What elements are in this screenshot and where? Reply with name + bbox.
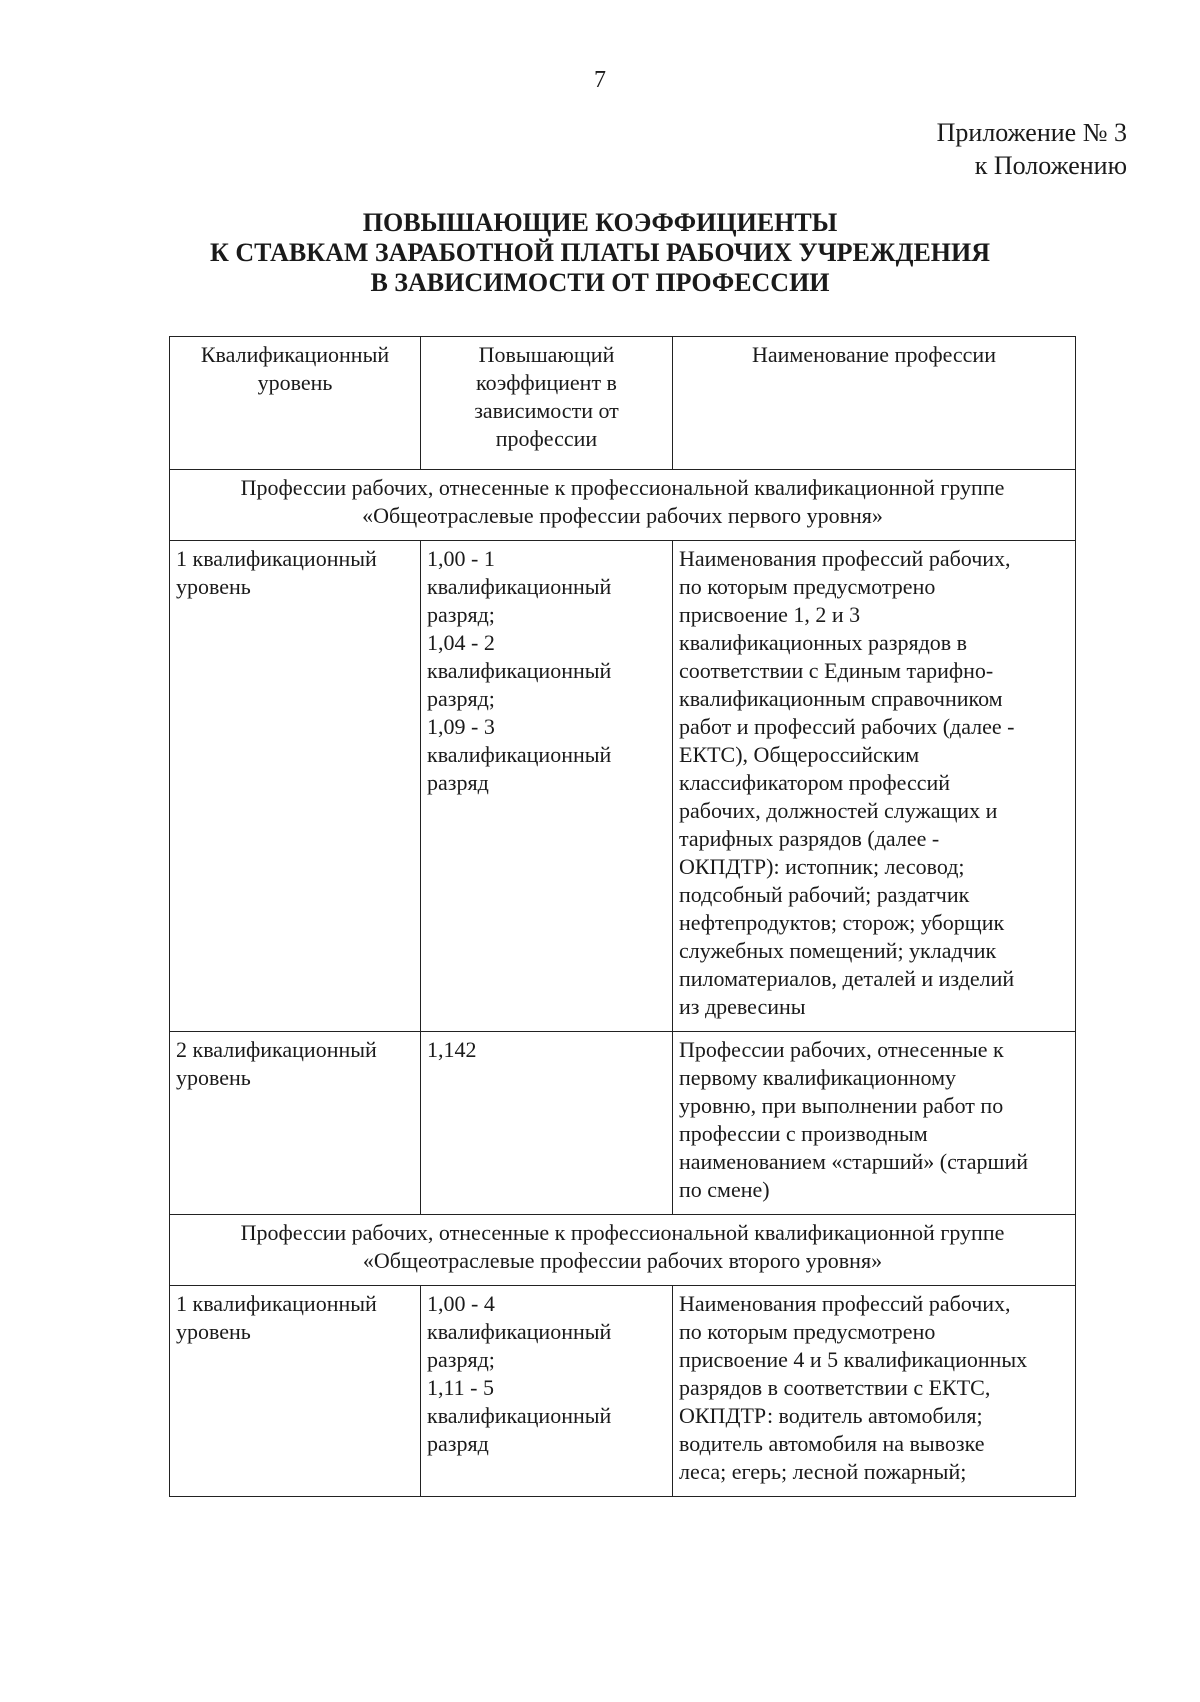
appendix-line: к Положению (974, 151, 1127, 180)
cell-profession-name: Профессии рабочих, отнесенные к первому квалификационному уровню, при выполнении работ по профессии с производным наименованием «старший» (старший по смене) (673, 1032, 1076, 1215)
table-header-row (170, 337, 1076, 470)
title-line: ПОВЫШАЮЩИЕ КОЭФФИЦИЕНТЫ (362, 208, 838, 237)
table-row (170, 541, 1076, 1032)
cell-level: 1 квалификационный уровень (170, 1286, 421, 1497)
cell-coefficient: 1,00 - 4 квалификационный разряд; 1,11 - 5 квалификационный разряд (421, 1286, 673, 1497)
header-coefficient: Повышающий коэффициент в зависимости от профессии (421, 337, 673, 470)
group-row-second-level (170, 1215, 1076, 1286)
cell-coefficient: 1,142 (421, 1032, 673, 1215)
header-level: Квалификационный уровень (170, 337, 421, 470)
appendix-line: Приложение № 3 (936, 118, 1127, 147)
group-heading: Профессии рабочих, отнесенные к профессиональной квалификационной группе «Общеотраслевые профессии рабочих первого уровня» (170, 470, 1076, 541)
coefficients-table (169, 336, 1076, 1497)
table-row (170, 1286, 1076, 1497)
cell-profession-name: Наименования профессий рабочих, по которым предусмотрено присвоение 4 и 5 квалификационных разрядов в соответствии с ЕКТС, ОКПДТР: водитель автомобиля; водитель автомобиля на вывозке леса; егерь; лесной пожарный; (673, 1286, 1076, 1497)
cell-profession-name: Наименования профессий рабочих, по которым предусмотрено присвоение 1, 2 и 3 квалификационных разрядов в соответствии с Единым тарифно- квалификационным справочником работ и профессий рабочих (далее - ЕКТС), Общероссийским классификатором профессий рабочих, должностей служащих и тарифных разрядов (далее - ОКПДТР): истопник; лесовод; подсобный рабочий; раздатчик нефтепродуктов; сторож; уборщик служебных помещений; укладчик пиломатериалов, деталей и изделий из древесины (673, 541, 1076, 1032)
title-line: К СТАВКАМ ЗАРАБОТНОЙ ПЛАТЫ РАБОЧИХ УЧРЕЖДЕНИЯ (209, 238, 991, 267)
appendix-reference (937, 116, 1127, 182)
title-line: В ЗАВИСИМОСТИ ОТ ПРОФЕССИИ (370, 268, 830, 297)
group-heading: Профессии рабочих, отнесенные к профессиональной квалификационной группе «Общеотраслевые профессии рабочих второго уровня» (170, 1215, 1076, 1286)
table-row (170, 1032, 1076, 1215)
cell-level: 1 квалификационный уровень (170, 541, 421, 1032)
header-profession-name: Наименование профессии (673, 337, 1076, 470)
document-title (0, 208, 1200, 298)
page-number: 7 (594, 67, 606, 93)
cell-level: 2 квалификационный уровень (170, 1032, 421, 1215)
cell-coefficient: 1,00 - 1 квалификационный разряд; 1,04 - 2 квалификационный разряд; 1,09 - 3 квалификационный разряд (421, 541, 673, 1032)
group-row-first-level (170, 470, 1076, 541)
